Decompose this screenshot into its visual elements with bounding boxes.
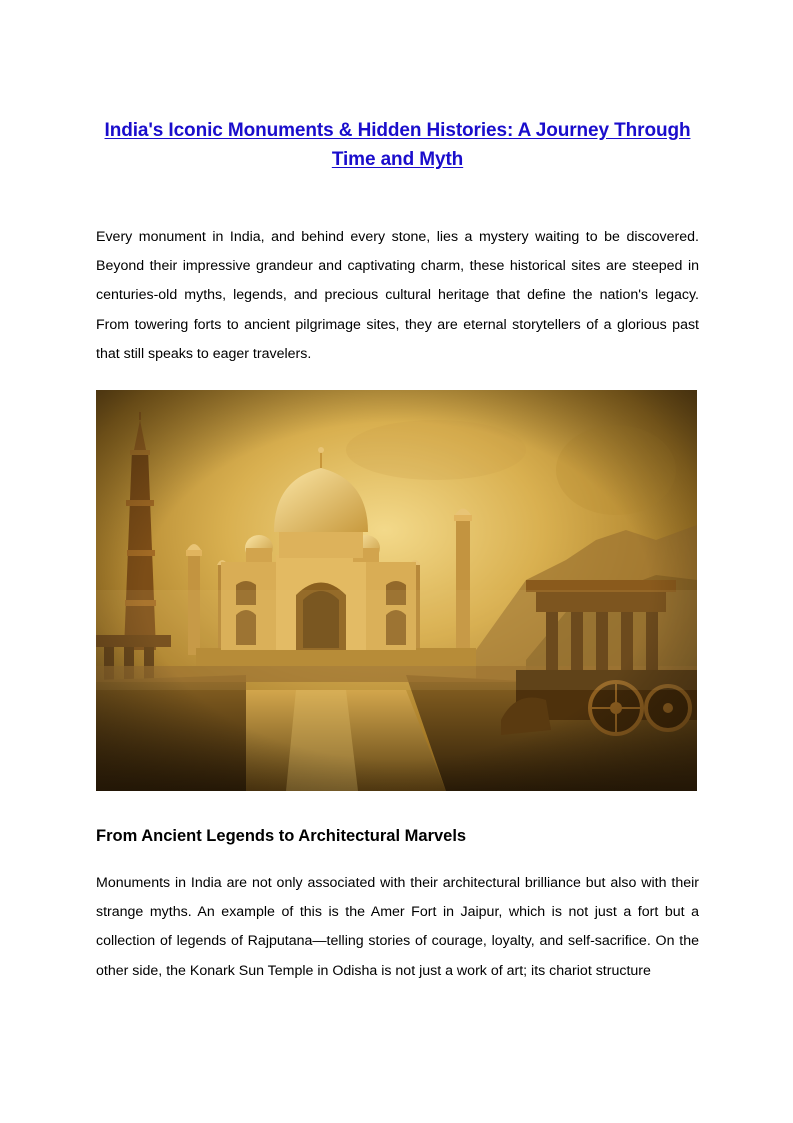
section-paragraph: Monuments in India are not only associated with their architectural brilliance but also with their strange myths. An example of this is the Amer Fort in Jaipur, which is not just a fort but a collection of legends of Rajputana—telling stories of courage, loyalty, and self-sacrifice. On the other side, the Konark Sun Temple in Odisha is not just a work of art; its chariot structure	[96, 875, 699, 979]
monuments-illustration	[96, 390, 697, 791]
document-title	[96, 116, 699, 174]
intro-paragraph: Every monument in India, and behind every stone, lies a mystery waiting to be discovered. Beyond their impressive grandeur and captivating charm, these historical sites are steeped in centuries-old myths, legends, and precious cultural heritage that define the nation's legacy. From towering forts to ancient pilgrimage sites, they are eternal storytellers of a glorious past that still speaks to eager travelers.	[96, 229, 699, 362]
title-link[interactable]: India's Iconic Monuments & Hidden Histories: A Journey Through Time and Myth	[104, 119, 691, 170]
section-heading: From Ancient Legends to Architectural Marvels	[96, 827, 467, 845]
